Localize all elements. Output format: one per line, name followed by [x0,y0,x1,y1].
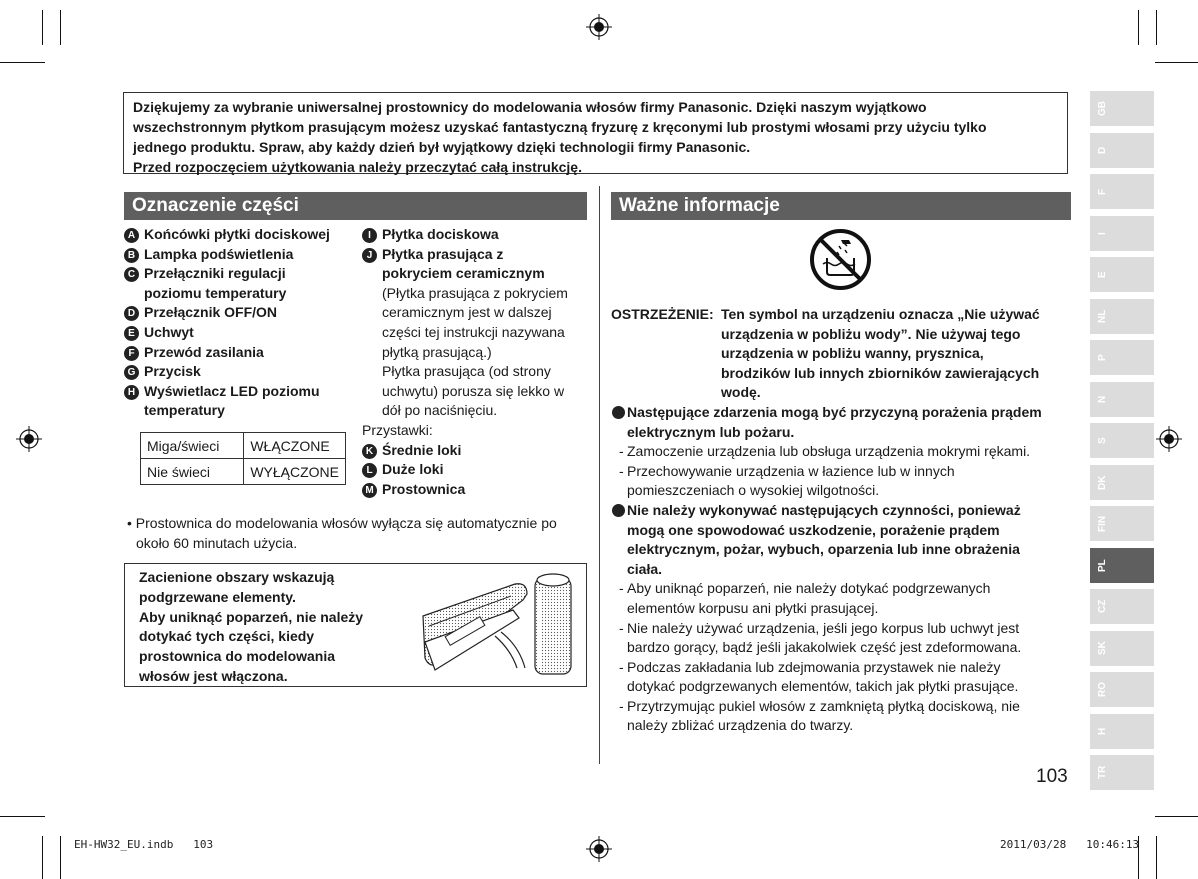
tab-nl[interactable]: NL [1090,299,1154,334]
important-heading: Ważne informacje [611,192,1071,220]
letter-badge: F [124,346,139,361]
important-content [611,305,1073,736]
part-item: J Płytka prasująca z pokryciem ceramicznym [362,245,587,284]
intro-line: wszechstronnym płytkom prasującym możesz uzyskać fantastyczną fryzurę z kręconymi lub prostymi włosami przy użyciu tylko [133,119,987,135]
part-item: I Płytka dociskowa [362,225,587,245]
letter-badge: J [362,248,377,263]
dash-item: - Podczas zakładania lub zdejmowania przystawek nie należy dotykać podgrzewanych elementów, takich jak płytki prasujące. [619,658,1019,695]
crop-mark [1156,10,1157,45]
tab-i[interactable]: I [1090,216,1154,251]
tab-pl[interactable]: PL [1090,548,1154,583]
tab-gb[interactable]: GB [1090,91,1154,126]
footer-file-info: EH-HW32_EU.indb 103 [74,838,214,851]
part-item: D Przełącznik OFF/ON [124,303,356,323]
letter-badge: G [124,365,139,380]
intro-line: jednego produktu. Spraw, aby każdy dzień był wyjątkowy dzięki technologii firmy Panasonic. [133,139,751,155]
tab-fin[interactable]: FIN [1090,506,1154,541]
warning-block: OSTRZEŻENIE: Ten symbol na urządzeniu oznacza „Nie używać urządzenia w pobliżu wody”. Nie używaj tego urządzenia w pobliżu wanny, prysznica, brodzików lub innych zbiorników zawierających wodę. [611,306,1040,401]
intro-line: Przed rozpoczęciem użytkowania należy przeczytać całą instrukcję. [133,159,582,175]
tab-sk[interactable]: SK [1090,631,1154,666]
dash-item: - Aby uniknąć poparzeń, nie należy dotykać podgrzewanych elementów korpusu ani płytki prasującej. [619,580,991,616]
registration-mark-icon [586,14,612,40]
tab-dk[interactable]: DK [1090,465,1154,500]
letter-badge: C [124,267,139,282]
letter-badge: E [124,326,139,341]
table-row [141,433,346,459]
no-water-icon [809,228,872,291]
intro-line: Dziękujemy za wybranie uniwersalnej prostownicy do modelowania włosów firmy Panasonic. Dzięki naszym wyjątkowo [133,99,927,115]
led-status-table [140,432,346,485]
page-number: 103 [1036,766,1068,787]
tab-d[interactable]: D [1090,133,1154,168]
tab-h[interactable]: H [1090,714,1154,749]
part-item: F Przewód zasilania [124,343,356,363]
column-divider [599,186,600,764]
part-item: A Końcówki płytki dociskowej [124,225,356,245]
parts-heading: Oznaczenie części [124,192,587,220]
letter-badge: L [362,463,377,478]
crop-mark [1155,62,1198,63]
warning-label: OSTRZEŻENIE: [611,306,714,322]
letter-badge: A [124,228,139,243]
dash-item: - Przechowywanie urządzenia w łazience lub w innych pomieszczeniach o wysokiej wilgotności. [619,462,955,499]
crop-mark [0,62,45,63]
tab-ro[interactable]: RO [1090,672,1154,707]
crop-mark [42,10,43,45]
tab-f[interactable]: F [1090,174,1154,209]
hot-zone-box [124,563,587,687]
table-cell: WŁĄCZONE [244,433,346,459]
crop-mark [60,10,61,45]
letter-badge: K [362,444,377,459]
attachment-item: L Duże loki [362,460,587,480]
intro-box [123,92,1068,174]
crop-mark [0,816,45,817]
tab-s[interactable]: S [1090,423,1154,458]
attachments-label: Przystawki: [362,421,433,438]
part-item: E Uchwyt [124,323,356,343]
part-item: G Przycisk [124,362,356,382]
tab-n[interactable]: N [1090,382,1154,417]
attachment-item: M Prostownica [362,480,587,500]
tab-tr[interactable]: TR [1090,755,1154,790]
part-item: C Przełączniki regulacji poziomu temperatury [124,264,356,303]
attachment-item: K Średnie loki [362,441,587,461]
dash-item: - Nie należy używać urządzenia, jeśli jego korpus lub uchwyt jest bardzo gorący, bądź jeśli jakakolwiek część jest zdeformowana. [619,619,1022,656]
registration-mark-icon [1156,426,1182,452]
bullet-dot [612,504,625,517]
crop-mark [1155,816,1198,817]
crop-mark [42,836,43,879]
footer-timestamp: 2011/03/28 10:46:13 [1000,838,1140,851]
registration-mark-icon [16,426,42,452]
dash-item: - Zamoczenie urządzenia lub obsługa urządzenia mokrymi rękami. [619,443,1031,460]
table-row [141,459,346,485]
crop-mark [1156,836,1157,879]
tab-e[interactable]: E [1090,257,1154,292]
auto-off-note: • Prostownica do modelowania włosów wyłącza się automatycznie po okołо 60 minutach użycia. [127,515,557,551]
registration-mark-icon [586,836,612,862]
letter-badge: I [362,228,377,243]
letter-badge: B [124,248,139,263]
hair-straightener-illustration [415,568,585,683]
table-cell: WYŁĄCZONE [244,459,346,485]
part-item: B Lampka podświetlenia [124,245,356,265]
crop-mark [60,836,61,879]
letter-badge: M [362,483,377,498]
letter-badge: H [124,385,139,400]
crop-mark [1138,10,1139,45]
parts-list-2 [362,225,587,499]
bullet-dot [612,406,625,419]
hot-zone-text: Zacienione obszary wskazują podgrzewane elementy. Aby uniknąć poparzeń, nie należy dotykać tych części, kiedy prostownica do modelowania włosów jest włączona. [139,569,364,684]
tab-p[interactable]: P [1090,340,1154,375]
tab-cz[interactable]: CZ [1090,589,1154,624]
part-item: H Wyświetlacz LED poziomu temperatury [124,382,356,421]
warning-bullet: Nie należy wykonywać następujących czynności, ponieważ mogą one spowodować uszkodzenie, porażenie prądem elektrycznym, pożar, wybuch, oparzenia lub inne obrażenia ciała. [611,501,1073,579]
table-cell: Miga/świeci [141,433,244,459]
letter-badge: D [124,306,139,321]
dash-item: - Przytrzymując pukiel włosów z zamkniętą płytką dociskową, nie należy zbliżać urządzenia do twarzy. [619,697,1020,734]
parts-list-1 [124,225,356,421]
warning-bullet: Następujące zdarzenia mogą być przyczyną porażenia prądem elektrycznym lub pożaru. [611,403,1073,442]
table-cell: Nie świeci [141,459,244,485]
plate-description: (Płytka prasująca z pokryciem ceramicznym jest w dalszej części tej instrukcji nazywana płytką prasującą.) Płytka prasująca (od strony uchwytu) porusza się lekko w dół po naciśnięciu. [382,284,568,419]
